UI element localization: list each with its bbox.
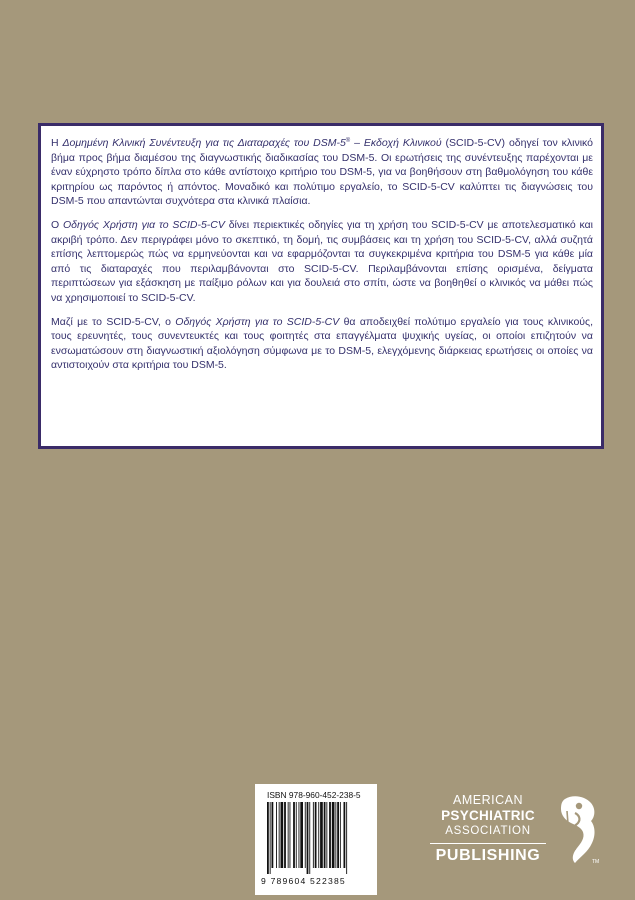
barcode-bar — [276, 802, 277, 868]
p1-text-a: Η — [51, 137, 63, 149]
barcode-bar — [313, 802, 314, 868]
barcode-bar — [272, 802, 274, 868]
barcode-bar — [346, 802, 347, 874]
barcode-bar — [270, 802, 271, 874]
p1-text-b: – — [350, 137, 364, 149]
barcode-bar — [279, 802, 280, 868]
p3-text-a: Μαζί με το SCID-5-CV, ο — [51, 315, 176, 328]
description-box — [38, 123, 604, 449]
guide-title-italic: Οδηγός Χρήστη για το SCID-5-CV — [62, 218, 225, 231]
publisher-line-1: AMERICAN — [453, 793, 523, 807]
barcode-bar — [332, 802, 335, 868]
barcode-bar — [309, 802, 310, 874]
ean-digits: 9 789604 522385 — [261, 876, 346, 886]
guide-title-italic-2: Οδηγός Χρήστη για το SCID-5-CV — [175, 315, 340, 328]
barcode-bar — [288, 802, 289, 868]
barcode-bar — [315, 802, 317, 868]
p2-text-b: δίνει περιεκτικές οδηγίες για τη χρήση του SCID-5-CV με αποτελεσματικό και ακριβή τρόπο. Δεν περιγράφει μόνο το σκεπτικό, τη δομή, τις συμβάσεις και τη χρήση του SCID-5-CV, αλλά συζητά επίσης λεπτομερώς πώς να ερμηνεύονται και να εφαρμόζονται τα συγκεκριμένα κριτήρια του DSM-5 για κάθε μία από τις διαταραχές που περιλαμβάνονται στο SCID-5-CV. Περιλαμβάνονται επίσης ορισμένα, δείγματα περιπτώσεων για εξάσκηση με παίξιμο ρόλων και για δουλειά στο σπίτι, ώστε να βοηθηθεί ο κλινικός να μάθει πώς να χρησιμοποιεί το SCID-5-CV. — [51, 218, 593, 304]
p1-text-c: (SCID-5-CV) οδηγεί τον κλινικό βήμα προς βήμα διαμέσου της διαγνωστικής διαδικασίας του DSM-5. Οι ερωτήσεις της συνέντευξης παρέχονται με έναν εύχρηστο τρόπο δίπλα στο κάθε αντίστοιχο κριτήριο του DSM-5, για να βοηθήσουν στη βαθμολόγηση του κάθε κριτηρίου ως παρόντος ή απόντος. Μοναδικό και πολύτιμο εργαλείο, το SCID-5-CV καλύπτει τις διαγνώσεις του DSM-5 που απαντώνται συχνότερα στα κλινικά πλαίσια. — [51, 137, 593, 208]
barcode-bar — [320, 802, 323, 868]
barcode-bar — [335, 802, 336, 868]
barcode-bar — [300, 802, 303, 868]
barcode-bar — [318, 802, 319, 868]
publisher-line-3: ASSOCIATION — [445, 825, 531, 837]
trademark-mark: TM — [592, 859, 600, 865]
barcode-bar — [344, 802, 346, 868]
isbn-barcode — [255, 784, 377, 895]
barcode-bar — [281, 802, 284, 868]
rush-seal-icon — [551, 793, 601, 868]
barcode-bar — [340, 802, 341, 868]
barcode-bar — [329, 802, 331, 868]
book-title-italic: Δομημένη Κλινική Συνέντευξη για τις Διαταραχές του DSM-5 — [62, 137, 346, 149]
paragraph-1 — [51, 136, 593, 209]
barcode-bar — [299, 802, 300, 868]
p2-text-a: Ο — [51, 218, 63, 231]
barcode-bar — [290, 802, 291, 868]
paragraph-3 — [51, 315, 593, 373]
isbn-label: ISBN 978-960-452-238-5 — [267, 790, 361, 800]
paragraph-2 — [51, 218, 593, 306]
barcode-bar — [307, 802, 309, 874]
publisher-logo-text — [428, 793, 548, 865]
edition-italic: Εκδοχή Κλινικού — [363, 137, 442, 149]
publisher-line-4: PUBLISHING — [435, 847, 541, 864]
publisher-divider — [430, 843, 546, 844]
registered-mark: ® — [345, 138, 351, 144]
barcode-bar — [284, 802, 286, 868]
barcode-bar — [337, 802, 339, 868]
barcode-bar — [293, 802, 295, 868]
barcode-bar — [324, 802, 326, 868]
barcode-bar — [305, 802, 306, 868]
p3-text-b: θα αποδειχθεί πολύτιμο εργαλείο για τους κλινικούς, τους ερευνητές, τους συνεντευκτές και τους φοιτητές στα επαγγέλματα ψυχικής υγείας, οι οποίοι επιζητούν να ενσωματώσουν στη διαγνωστική αξιολόγηση σύμφωνα με το DSM-5, ελεγχόμενης διάρκειας ερωτήσεις οι οποίες να αντιστοιχούν στα κριτήρια του DSM-5. — [51, 315, 594, 372]
barcode-bars — [267, 802, 365, 874]
barcode-bar — [267, 802, 269, 874]
barcode-bar — [296, 802, 297, 868]
barcode-bar — [326, 802, 327, 868]
publisher-line-2: PSYCHIATRIC — [441, 808, 535, 823]
